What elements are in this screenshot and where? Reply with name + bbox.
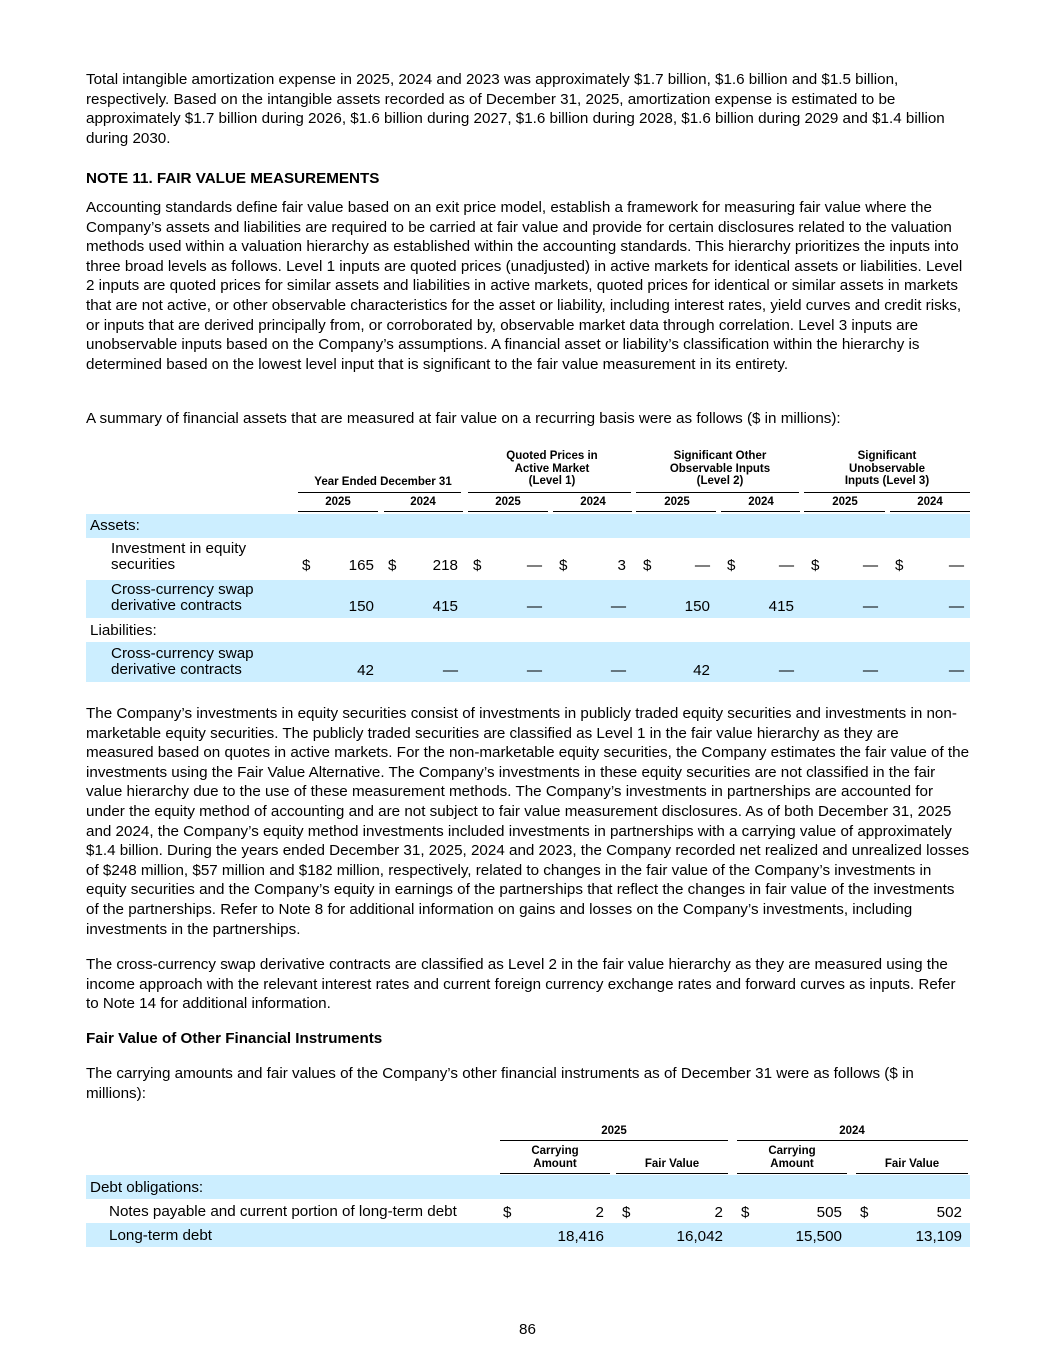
- cell-value: 42: [693, 662, 710, 679]
- cell-value: —: [862, 598, 878, 615]
- group-header-line: Active Market: [514, 462, 590, 475]
- dollar-sign: $: [860, 1204, 869, 1221]
- rule: [721, 511, 800, 512]
- row-label-line: Cross-currency swap: [111, 645, 254, 662]
- page-number: 86: [519, 1321, 536, 1338]
- year-header: 2025: [601, 1125, 627, 1137]
- rule: [553, 511, 632, 512]
- group-header-line: Observable Inputs: [669, 462, 771, 475]
- row-label: [111, 646, 254, 678]
- section-label: Liabilities:: [90, 622, 157, 639]
- year-header: 2024: [839, 1125, 865, 1137]
- cell-value: 15,500: [795, 1228, 842, 1245]
- rule: [804, 492, 970, 493]
- cell-value: 18,416: [557, 1228, 604, 1245]
- dollar-sign: $: [643, 557, 652, 574]
- cell-value: 2: [595, 1204, 604, 1221]
- rule: [804, 511, 885, 512]
- cell-value: 165: [348, 557, 374, 574]
- row-label-line: securities: [111, 556, 176, 573]
- cell-value: 150: [684, 598, 710, 615]
- dollar-sign: $: [503, 1204, 512, 1221]
- cell-value: —: [778, 557, 794, 574]
- row-label-line: Investment in equity: [111, 540, 247, 557]
- equity-paragraph: The Company’s investments in equity securities consist of investments in publicly traded equity securities and investments in non-marketable equity securities. The publicly traded securities are classified as Level 1 in the fair value hierarchy as they are measured based on quotes in active markets. For the non-marketable equity securities, the Company estimates the fair value of the investments using the Fair Value Alternative. The Company’s investments in these equity securities are not classified in the fair value hierarchy due to the use of these measurement methods. The Company’s investments in partnerships are accounted for under the equity method of accounting and are not subject to fair value measurement disclosures. As of both December 31, 2025 and 2024, the Company’s equity method investments included investments in partnerships with a carrying value of approximately $1.4 billion. During the years ended December 31, 2025, 2024 and 2023, the Company recorded net realized and unrealized losses of $248 million, $57 million and $182 million, respectively, related to changes in the fair value of the Company’s investments in equity securities and the Company’s equity in earnings of the partnerships that reflect the changes in fair value of the investments of the partnerships. Refer to Note 8 for additional information on gains and losses on the Company’s investments, including investments in the partnerships.: [86, 705, 970, 938]
- group-header-line: (Level 1): [528, 475, 576, 487]
- rule: [468, 511, 548, 512]
- assets-section-row: [86, 514, 970, 538]
- rule: [856, 1173, 968, 1174]
- rule: [890, 511, 970, 512]
- cell-value: —: [862, 557, 878, 574]
- header-line: Carrying: [531, 1145, 579, 1157]
- header-line: Amount: [533, 1157, 577, 1170]
- cell-value: —: [610, 662, 626, 679]
- year-header: 2025: [325, 496, 351, 508]
- cell-value: 13,109: [915, 1228, 962, 1245]
- group-header-line: Unobservable: [848, 462, 926, 475]
- group-header-line: (Level 2): [696, 475, 744, 487]
- cell-value: 502: [936, 1204, 962, 1221]
- rule: [384, 511, 463, 512]
- header-line: Amount: [770, 1157, 814, 1170]
- cell-value: —: [442, 662, 458, 679]
- cell-value: —: [948, 557, 964, 574]
- cell-value: 16,042: [676, 1228, 723, 1245]
- cell-value: —: [610, 598, 626, 615]
- carrying-amount-header: [737, 1145, 847, 1170]
- section-label: Assets:: [90, 517, 140, 534]
- carrying-amount-header: [500, 1145, 610, 1170]
- rule: [500, 1173, 610, 1174]
- group-header-line: Significant Other: [673, 450, 767, 462]
- cell-value: —: [862, 662, 878, 679]
- summary-intro: A summary of financial assets that are measured at fair value on a recurring basis were as follows ($ in millions):: [86, 410, 841, 427]
- group-header-line: Quoted Prices in: [506, 450, 598, 462]
- year-header: 2025: [495, 496, 521, 508]
- section-label: Debt obligations:: [90, 1179, 204, 1196]
- debt-section-row: [86, 1175, 970, 1199]
- rule: [298, 511, 378, 512]
- group-header-line: Inputs (Level 3): [844, 475, 930, 487]
- table-row: [86, 580, 970, 618]
- year-header: 2024: [580, 496, 606, 508]
- group-header-level3: [804, 450, 970, 488]
- rule: [468, 492, 631, 493]
- cell-value: 505: [816, 1204, 842, 1221]
- dollar-sign: $: [727, 557, 736, 574]
- row-label-line: Cross-currency swap: [111, 581, 254, 598]
- cell-value: 2: [714, 1204, 723, 1221]
- dollar-sign: $: [811, 557, 820, 574]
- group-header-line: Significant: [857, 450, 917, 462]
- cell-value: —: [526, 598, 542, 615]
- group-header-level1: [468, 450, 636, 488]
- group-header-line: Year Ended December 31: [314, 476, 452, 488]
- cell-value: 3: [617, 557, 626, 574]
- dollar-sign: $: [473, 557, 482, 574]
- row-label: Long-term debt: [109, 1227, 212, 1244]
- header-line: Carrying: [768, 1145, 816, 1157]
- cell-value: —: [526, 662, 542, 679]
- rule: [636, 492, 799, 493]
- table-row: [86, 1223, 970, 1247]
- group-header-level2: [636, 450, 804, 488]
- dollar-sign: $: [388, 557, 397, 574]
- intro-paragraph: Total intangible amortization expense in 2025, 2024 and 2023 was approximately $1.7 billion, $1.6 billion and $1.5 billion, respectively. Based on the intangible assets recorded as of December 31, 2025, amortization expense is estimated to be approximately $1.7 billion during 2026, $1.6 billion during 2027, $1.6 billion during 2028, $1.6 billion during 2029 and $1.4 billion during 2030.: [86, 71, 945, 147]
- note-paragraph: Accounting standards define fair value based on an exit price model, establish a framework for measuring fair value where the Company’s assets and liabilities are required to be carried at fair value and provide for certain disclosures related to the valuation methods used within a valuation hierarchy as established within the accounting standards. This hierarchy prioritizes the inputs into three broad levels as follows. Level 1 inputs are quoted prices (unadjusted) in active markets for identical assets or liabilities. Level 2 inputs are quoted prices for similar assets and liabilities in active markets, quoted prices for identical or similar assets in markets that are not active, or other observable characteristics for the asset or liability, including interest rates, yield curves and credit risks, or inputs that are derived principally from, or corroborated by, observable market data through correlation. Level 3 inputs are unobservable inputs based on the Company’s assumptions. A financial asset or liability’s classification within the hierarchy is determined based on the lowest level input that is significant to the fair value measurement in its entirety.: [86, 199, 963, 373]
- other-heading: Fair Value of Other Financial Instruments: [86, 1030, 383, 1047]
- year-header: 2024: [917, 496, 943, 508]
- note-heading: NOTE 11. FAIR VALUE MEASUREMENTS: [86, 170, 380, 187]
- row-label: [111, 582, 254, 614]
- year-header: 2025: [664, 496, 690, 508]
- cell-value: —: [778, 662, 794, 679]
- year-header: 2025: [832, 496, 858, 508]
- cell-value: 415: [432, 598, 458, 615]
- dollar-sign: $: [559, 557, 568, 574]
- row-label-line: derivative contracts: [111, 597, 242, 614]
- cell-value: —: [694, 557, 710, 574]
- rule: [298, 492, 461, 493]
- rule: [737, 1173, 847, 1174]
- fair-value-header: Fair Value: [644, 1158, 700, 1170]
- cell-value: 42: [357, 662, 374, 679]
- liabilities-section-row: [86, 618, 970, 642]
- cell-value: 150: [348, 598, 374, 615]
- table-row: [86, 538, 970, 580]
- other-intro: The carrying amounts and fair values of the Company’s other financial instruments as of December 31 were as follows ($ in millions):: [86, 1065, 914, 1102]
- rule: [737, 1140, 968, 1141]
- dollar-sign: $: [622, 1204, 631, 1221]
- row-label: [111, 541, 246, 573]
- year-header: 2024: [748, 496, 774, 508]
- rule: [636, 511, 716, 512]
- rule: [500, 1140, 728, 1141]
- cell-value: —: [948, 598, 964, 615]
- cell-value: —: [948, 662, 964, 679]
- dollar-sign: $: [895, 557, 904, 574]
- dollar-sign: $: [741, 1204, 750, 1221]
- group-header-year: [298, 476, 468, 489]
- swap-paragraph: The cross-currency swap derivative contracts are classified as Level 2 in the fair value hierarchy as they are measured using the income approach with the relevant interest rates and current foreign currency exchange rates and forward curves as inputs. Refer to Note 14 for additional information.: [86, 956, 956, 1013]
- row-label-line: derivative contracts: [111, 661, 242, 678]
- row-label: Notes payable and current portion of long-term debt: [109, 1203, 457, 1220]
- table-row: [86, 1199, 970, 1223]
- table-row: [86, 642, 970, 682]
- year-header: 2024: [410, 496, 436, 508]
- cell-value: —: [526, 557, 542, 574]
- cell-value: 218: [432, 557, 458, 574]
- cell-value: 415: [768, 598, 794, 615]
- dollar-sign: $: [302, 557, 311, 574]
- rule: [616, 1173, 728, 1174]
- fair-value-header: Fair Value: [884, 1158, 940, 1170]
